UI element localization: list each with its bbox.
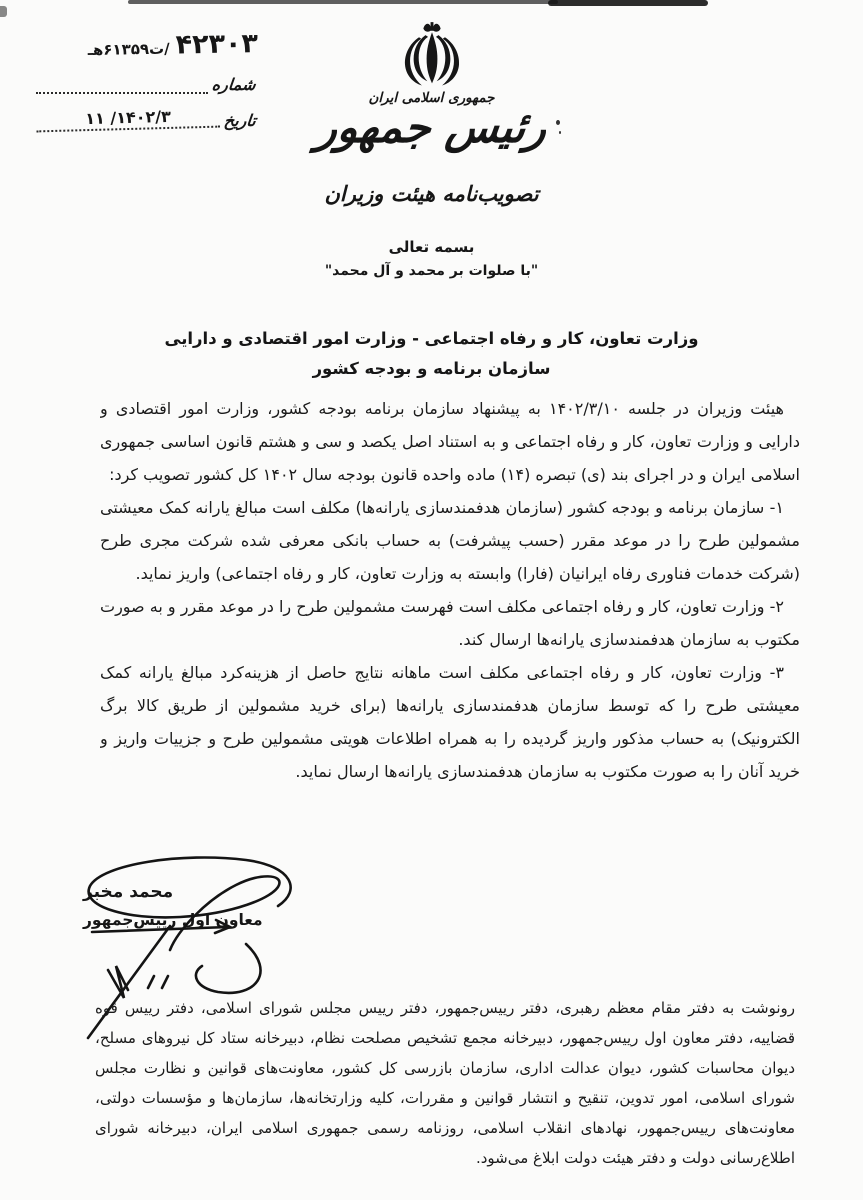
- bismillah: بسمه تعالی: [388, 238, 475, 256]
- document-type-title: تصویب‌نامه هیئت وزیران: [324, 182, 539, 206]
- date-label: تاریخ: [223, 111, 257, 130]
- scan-artifact-top-smudge: [128, 0, 558, 4]
- iran-coat-of-arms-icon: [394, 20, 470, 92]
- distribution-text: رونوشت به دفتر مقام معظم رهبری، دفتر رییس‌جمهور، دفتر رییس مجلس شورای اسلامی، دفتر رییس قوه قضاییه، دفتر معاون اول رییس‌جمهور، دبیرخانه مجمع تشخیص مصلحت نظام، دبیرخانه ستاد کل نیروهای مسلح، دیوان محاسبات کشور، دیوان عدالت اداری، سازمان بازرسی کل کشور، معاونت‌های قوانین و نظارت مجلس شورای اسلامی، امور تدوین، تنقیح و انتشار قوانین و مقررات، کلیه وزارتخانه‌ها، سازمان‌ها و مؤسسات دولتی، معاونت‌های رییس‌جمهور، نهادهای انقلاب اسلامی، روزنامه رسمی جمهوری اسلامی ایران، دبیرخانه شورای اطلاع‌رسانی دولت و دفتر هیئت دولت ابلاغ می‌شود.: [95, 999, 795, 1167]
- addressee-line: وزارت تعاون، کار و رفاه اجتماعی - وزارت امور اقتصادی و دارایی: [164, 329, 699, 348]
- addressee-block: [0, 324, 863, 384]
- document-number-main: ۴۲۳۰۳: [175, 28, 259, 61]
- signer-title: معاون اول رییس‌جمهور: [83, 911, 263, 929]
- number-label: شماره: [211, 75, 257, 94]
- document-number: [36, 28, 259, 63]
- signer-name: محمد مخبر: [83, 882, 174, 902]
- scan-artifact-top-smudge-dark: [548, 0, 708, 6]
- scan-artifact-edge-notch: [0, 6, 7, 17]
- salawat-line: "با صلوات بر محمد و آل محمد": [324, 263, 539, 279]
- signature-block: [83, 882, 285, 929]
- country-name: جمهوری اسلامی ایران: [368, 90, 495, 106]
- resolution-body: [100, 392, 800, 892]
- document-number-suffix: /ت۶۱۳۵۹هـ: [87, 39, 170, 60]
- authority-title: رئیس جمهور: [313, 103, 550, 153]
- body-paragraph-item-1: ۱- سازمان برنامه و بودجه کشور (سازمان هدفمندسازی یارانه‌ها) مکلف است مبالغ یارانه کمک معیشتی مشمولین طرح را در موعد مقرر (حسب پیشرفت) به حساب بانکی معرفی شده شرکت مجری طرح (شرکت خدمات فناوری رفاه ایرانیان (فارا) وابسته به وزارت تعاون، کار و رفاه اجتماعی) واریز نماید.: [100, 498, 800, 583]
- body-paragraph-item-3: ۳- وزارت تعاون، کار و رفاه اجتماعی مکلف است ماهانه نتایج حاصل از هزینه‌کرد مبالغ یارانه کمک معیشتی طرح را که توسط سازمان هدفمندسازی یارانه‌ها (برای خرید مشمولین از طریق کالا برگ الکترونیک) به حساب مذکور واریز گردیده را به همراه اطلاعات هویتی مشمولین طرح و جزییات واریز و خرید آنان را به صورت مکتوب به سازمان هدفمندسازی یارانه‌ها ارسال نماید.: [100, 663, 800, 781]
- body-paragraph-preamble: هیئت وزیران در جلسه ۱۴۰۲/۳/۱۰ به پیشنهاد سازمان برنامه بودجه کشور، وزارت امور اقتصادی و دارایی و وزارت تعاون، کار و رفاه اجتماعی و به استناد اصل یکصد و سی و هشتم قانون اساسی جمهوری اسلامی ایران و در اجرای بند (ی) تبصره (۱۴) ماده واحده قانون بودجه سال ۱۴۰۲ کل کشور تصویب کرد:: [100, 399, 800, 484]
- date-value: ۱۴۰۲/۳/ ۱۱: [36, 106, 221, 133]
- body-paragraph-item-2: ۲- وزارت تعاون، کار و رفاه اجتماعی مکلف است فهرست مشمولین طرح را در موعد مقرر و به صورت مکتوب به سازمان هدفمندسازی یارانه‌ها ارسال کند.: [100, 597, 800, 649]
- addressee-line: سازمان برنامه و بودجه کشور: [312, 359, 551, 378]
- distribution-note: [95, 993, 795, 1173]
